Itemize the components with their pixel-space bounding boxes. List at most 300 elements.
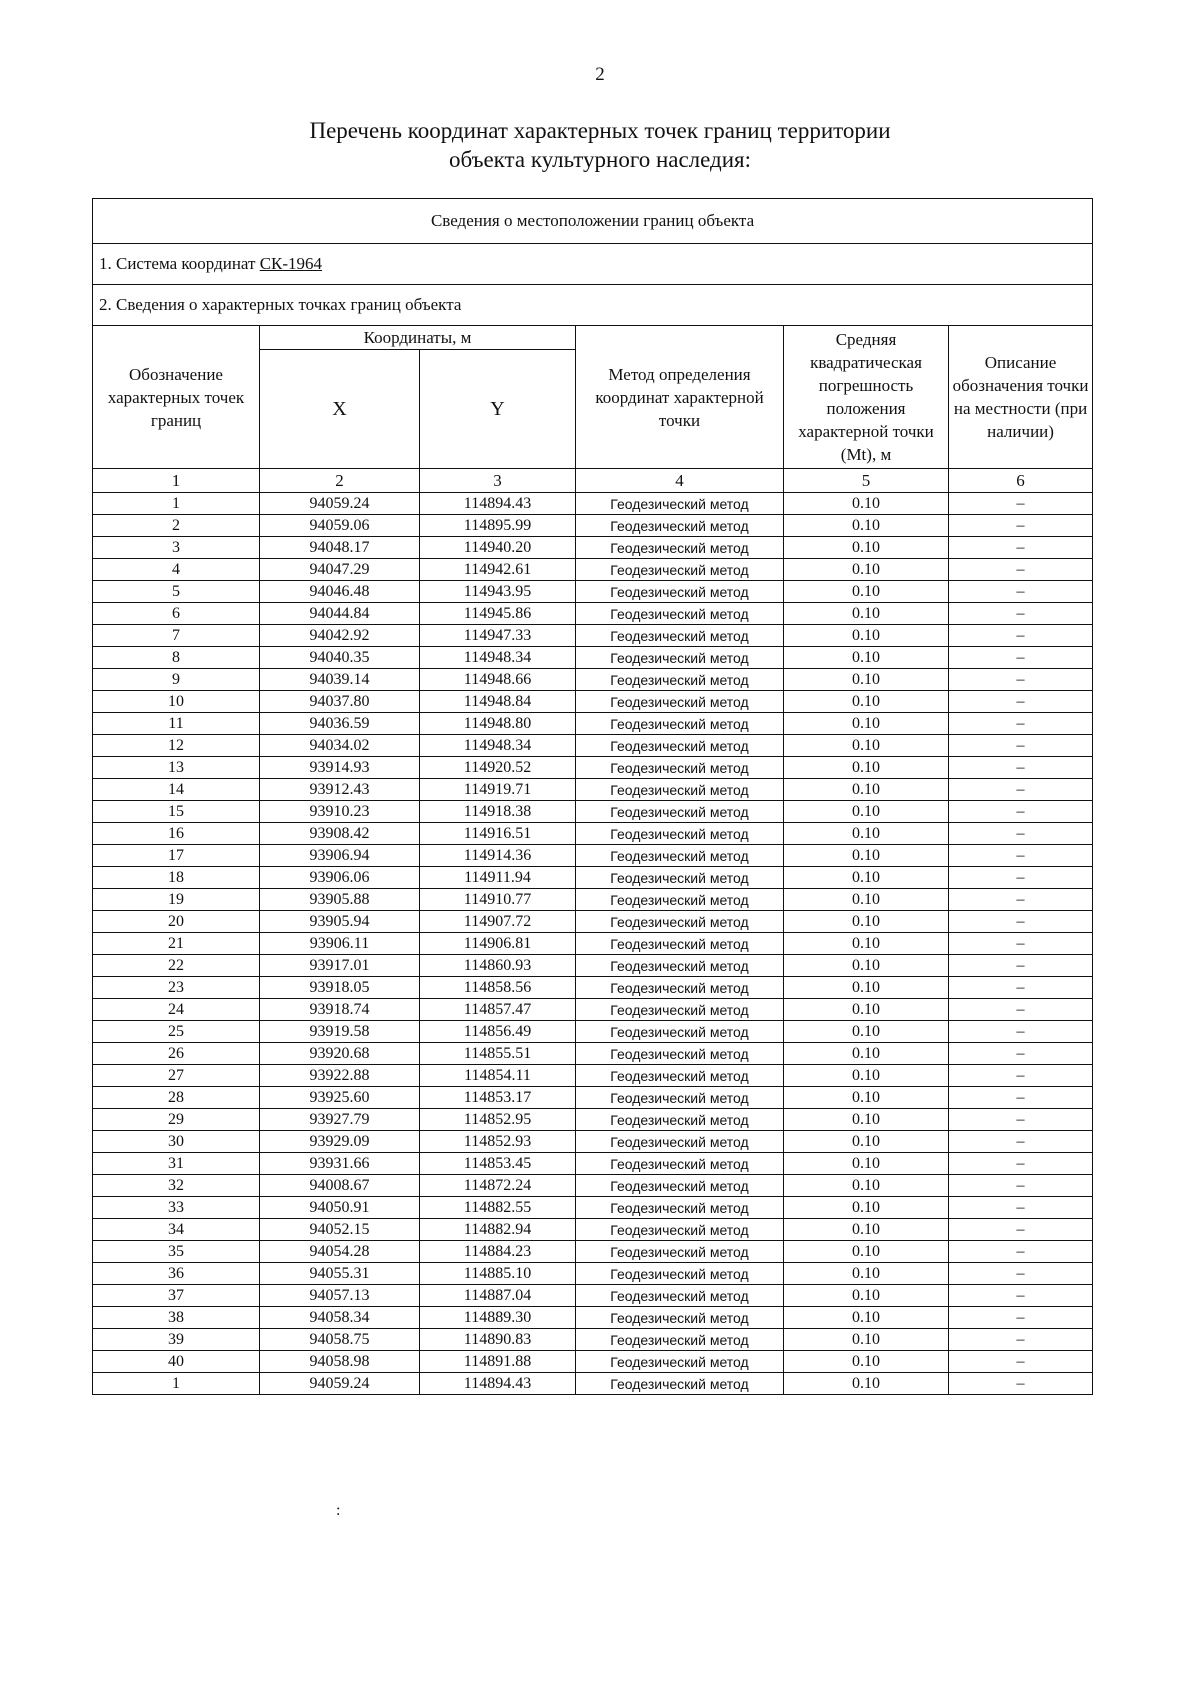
method-cell: Геодезический метод	[576, 515, 784, 537]
error-cell: 0.10	[784, 581, 949, 603]
description-cell: –	[949, 537, 1093, 559]
description-cell: –	[949, 559, 1093, 581]
document-title	[200, 116, 1000, 174]
header-description: Описание обозначения точки на местности (при наличии)	[949, 326, 1093, 469]
y-cell: 114895.99	[420, 515, 576, 537]
method-cell: Геодезический метод	[576, 603, 784, 625]
point-id-cell: 4	[93, 559, 260, 581]
x-cell: 93905.88	[260, 889, 420, 911]
table-row	[93, 735, 1093, 757]
x-cell: 94036.59	[260, 713, 420, 735]
method-cell: Геодезический метод	[576, 1175, 784, 1197]
point-id-cell: 6	[93, 603, 260, 625]
x-cell: 93917.01	[260, 955, 420, 977]
method-cell: Геодезический метод	[576, 1109, 784, 1131]
method-cell: Геодезический метод	[576, 889, 784, 911]
error-cell: 0.10	[784, 1109, 949, 1131]
table-row	[93, 779, 1093, 801]
method-cell: Геодезический метод	[576, 537, 784, 559]
point-id-cell: 26	[93, 1043, 260, 1065]
y-cell: 114940.20	[420, 537, 576, 559]
table-row	[93, 1153, 1093, 1175]
table-row	[93, 911, 1093, 933]
error-cell: 0.10	[784, 1131, 949, 1153]
point-id-cell: 35	[93, 1241, 260, 1263]
point-id-cell: 17	[93, 845, 260, 867]
description-cell: –	[949, 823, 1093, 845]
x-cell: 93910.23	[260, 801, 420, 823]
description-cell: –	[949, 779, 1093, 801]
y-cell: 114918.38	[420, 801, 576, 823]
y-cell: 114885.10	[420, 1263, 576, 1285]
table-row	[93, 669, 1093, 691]
error-cell: 0.10	[784, 867, 949, 889]
error-cell: 0.10	[784, 647, 949, 669]
error-cell: 0.10	[784, 603, 949, 625]
y-cell: 114910.77	[420, 889, 576, 911]
description-cell: –	[949, 625, 1093, 647]
table-row	[93, 493, 1093, 515]
table-row	[93, 581, 1093, 603]
description-cell: –	[949, 1087, 1093, 1109]
error-cell: 0.10	[784, 999, 949, 1021]
error-cell: 0.10	[784, 1329, 949, 1351]
description-cell: –	[949, 1373, 1093, 1395]
column-number: 1	[93, 469, 260, 493]
method-cell: Геодезический метод	[576, 559, 784, 581]
x-cell: 93912.43	[260, 779, 420, 801]
header-coordinates: Координаты, м	[260, 326, 576, 350]
point-id-cell: 22	[93, 955, 260, 977]
description-cell: –	[949, 1021, 1093, 1043]
y-cell: 114948.34	[420, 647, 576, 669]
table-row	[93, 845, 1093, 867]
table-row	[93, 1263, 1093, 1285]
table-row	[93, 1175, 1093, 1197]
error-cell: 0.10	[784, 669, 949, 691]
description-cell: –	[949, 1263, 1093, 1285]
y-cell: 114858.56	[420, 977, 576, 999]
point-id-cell: 13	[93, 757, 260, 779]
point-id-cell: 12	[93, 735, 260, 757]
table-row	[93, 625, 1093, 647]
description-cell: –	[949, 999, 1093, 1021]
y-cell: 114907.72	[420, 911, 576, 933]
error-cell: 0.10	[784, 911, 949, 933]
description-cell: –	[949, 1043, 1093, 1065]
y-cell: 114920.52	[420, 757, 576, 779]
description-cell: –	[949, 603, 1093, 625]
coordinate-system-value: СК-1964	[259, 254, 323, 273]
error-cell: 0.10	[784, 757, 949, 779]
method-cell: Геодезический метод	[576, 801, 784, 823]
table-row	[93, 1285, 1093, 1307]
stray-mark: :	[336, 1502, 341, 1519]
table-row	[93, 515, 1093, 537]
table-row	[93, 1241, 1093, 1263]
column-number: 6	[949, 469, 1093, 493]
error-cell: 0.10	[784, 801, 949, 823]
y-cell: 114948.34	[420, 735, 576, 757]
x-cell: 93927.79	[260, 1109, 420, 1131]
x-cell: 94059.24	[260, 1373, 420, 1395]
x-cell: 94008.67	[260, 1175, 420, 1197]
error-cell: 0.10	[784, 1285, 949, 1307]
description-cell: –	[949, 1307, 1093, 1329]
description-cell: –	[949, 1175, 1093, 1197]
table-row	[93, 801, 1093, 823]
description-cell: –	[949, 845, 1093, 867]
description-cell: –	[949, 515, 1093, 537]
method-cell: Геодезический метод	[576, 1219, 784, 1241]
description-cell: –	[949, 735, 1093, 757]
method-cell: Геодезический метод	[576, 1021, 784, 1043]
table-row	[93, 1197, 1093, 1219]
point-id-cell: 21	[93, 933, 260, 955]
document-title-line-1: Перечень координат характерных точек границ территории	[309, 118, 891, 143]
error-cell: 0.10	[784, 515, 949, 537]
method-cell: Геодезический метод	[576, 1285, 784, 1307]
coordinate-system-label: 1. Система координат	[99, 254, 256, 273]
point-id-cell: 32	[93, 1175, 260, 1197]
y-cell: 114887.04	[420, 1285, 576, 1307]
method-cell: Геодезический метод	[576, 999, 784, 1021]
x-cell: 94057.13	[260, 1285, 420, 1307]
error-cell: 0.10	[784, 955, 949, 977]
x-cell: 94046.48	[260, 581, 420, 603]
y-cell: 114854.11	[420, 1065, 576, 1087]
x-cell: 94058.98	[260, 1351, 420, 1373]
table-row	[93, 1065, 1093, 1087]
y-cell: 114891.88	[420, 1351, 576, 1373]
y-cell: 114948.84	[420, 691, 576, 713]
point-id-cell: 2	[93, 515, 260, 537]
error-cell: 0.10	[784, 735, 949, 757]
table-row	[93, 1043, 1093, 1065]
table-row	[93, 1373, 1093, 1395]
y-cell: 114942.61	[420, 559, 576, 581]
error-cell: 0.10	[784, 845, 949, 867]
error-cell: 0.10	[784, 1307, 949, 1329]
y-cell: 114911.94	[420, 867, 576, 889]
table-row	[93, 713, 1093, 735]
method-cell: Геодезический метод	[576, 911, 784, 933]
point-id-cell: 1	[93, 493, 260, 515]
method-cell: Геодезический метод	[576, 1153, 784, 1175]
table-row	[93, 977, 1093, 999]
method-cell: Геодезический метод	[576, 647, 784, 669]
point-id-cell: 39	[93, 1329, 260, 1351]
point-id-cell: 7	[93, 625, 260, 647]
header-x: X	[260, 350, 420, 469]
method-cell: Геодезический метод	[576, 1373, 784, 1395]
method-cell: Геодезический метод	[576, 1241, 784, 1263]
x-cell: 94044.84	[260, 603, 420, 625]
method-cell: Геодезический метод	[576, 493, 784, 515]
error-cell: 0.10	[784, 1263, 949, 1285]
point-id-cell: 37	[93, 1285, 260, 1307]
method-cell: Геодезический метод	[576, 1307, 784, 1329]
method-cell: Геодезический метод	[576, 1043, 784, 1065]
header-y: Y	[420, 350, 576, 469]
point-id-cell: 33	[93, 1197, 260, 1219]
points-section-title: 2. Сведения о характерных точках границ объекта	[93, 285, 1093, 326]
description-cell: –	[949, 801, 1093, 823]
error-cell: 0.10	[784, 1219, 949, 1241]
x-cell: 93905.94	[260, 911, 420, 933]
y-cell: 114857.47	[420, 999, 576, 1021]
description-cell: –	[949, 911, 1093, 933]
method-cell: Геодезический метод	[576, 757, 784, 779]
description-cell: –	[949, 1131, 1093, 1153]
x-cell: 93929.09	[260, 1131, 420, 1153]
description-cell: –	[949, 691, 1093, 713]
x-cell: 93918.74	[260, 999, 420, 1021]
description-cell: –	[949, 933, 1093, 955]
table-row	[93, 1109, 1093, 1131]
description-cell: –	[949, 669, 1093, 691]
error-cell: 0.10	[784, 691, 949, 713]
boundary-coordinates-table	[92, 198, 1093, 1395]
error-cell: 0.10	[784, 977, 949, 999]
y-cell: 114882.94	[420, 1219, 576, 1241]
x-cell: 93920.68	[260, 1043, 420, 1065]
x-cell: 93931.66	[260, 1153, 420, 1175]
point-id-cell: 18	[93, 867, 260, 889]
point-id-cell: 28	[93, 1087, 260, 1109]
y-cell: 114890.83	[420, 1329, 576, 1351]
x-cell: 94055.31	[260, 1263, 420, 1285]
point-id-cell: 34	[93, 1219, 260, 1241]
x-cell: 94059.24	[260, 493, 420, 515]
description-cell: –	[949, 1285, 1093, 1307]
column-number: 5	[784, 469, 949, 493]
table-row	[93, 647, 1093, 669]
point-id-cell: 8	[93, 647, 260, 669]
method-cell: Геодезический метод	[576, 1329, 784, 1351]
table-row	[93, 889, 1093, 911]
y-cell: 114852.95	[420, 1109, 576, 1131]
x-cell: 93918.05	[260, 977, 420, 999]
y-cell: 114884.23	[420, 1241, 576, 1263]
error-cell: 0.10	[784, 1175, 949, 1197]
x-cell: 94037.80	[260, 691, 420, 713]
error-cell: 0.10	[784, 1043, 949, 1065]
description-cell: –	[949, 581, 1093, 603]
point-id-cell: 1	[93, 1373, 260, 1395]
error-cell: 0.10	[784, 1351, 949, 1373]
x-cell: 94042.92	[260, 625, 420, 647]
column-number: 4	[576, 469, 784, 493]
point-id-cell: 40	[93, 1351, 260, 1373]
y-cell: 114916.51	[420, 823, 576, 845]
table-row	[93, 1131, 1093, 1153]
y-cell: 114853.17	[420, 1087, 576, 1109]
error-cell: 0.10	[784, 823, 949, 845]
point-id-cell: 3	[93, 537, 260, 559]
method-cell: Геодезический метод	[576, 669, 784, 691]
x-cell: 94034.02	[260, 735, 420, 757]
y-cell: 114882.55	[420, 1197, 576, 1219]
table-row	[93, 1307, 1093, 1329]
point-id-cell: 29	[93, 1109, 260, 1131]
document-title-line-2: объекта культурного наследия:	[448, 147, 752, 172]
x-cell: 93906.94	[260, 845, 420, 867]
y-cell: 114947.33	[420, 625, 576, 647]
error-cell: 0.10	[784, 889, 949, 911]
description-cell: –	[949, 1065, 1093, 1087]
method-cell: Геодезический метод	[576, 1065, 784, 1087]
x-cell: 94040.35	[260, 647, 420, 669]
error-cell: 0.10	[784, 1065, 949, 1087]
table-row	[93, 1087, 1093, 1109]
point-id-cell: 16	[93, 823, 260, 845]
header-method: Метод определения координат характерной точки	[576, 326, 784, 469]
y-cell: 114852.93	[420, 1131, 576, 1153]
method-cell: Геодезический метод	[576, 1263, 784, 1285]
description-cell: –	[949, 1351, 1093, 1373]
x-cell: 93908.42	[260, 823, 420, 845]
table-row	[93, 757, 1093, 779]
method-cell: Геодезический метод	[576, 691, 784, 713]
y-cell: 114906.81	[420, 933, 576, 955]
y-cell: 114945.86	[420, 603, 576, 625]
table-body	[93, 493, 1093, 1395]
point-id-cell: 19	[93, 889, 260, 911]
error-cell: 0.10	[784, 1373, 949, 1395]
coordinate-system-row	[93, 244, 1093, 285]
method-cell: Геодезический метод	[576, 977, 784, 999]
x-cell: 93906.06	[260, 867, 420, 889]
y-cell: 114948.80	[420, 713, 576, 735]
description-cell: –	[949, 493, 1093, 515]
x-cell: 93925.60	[260, 1087, 420, 1109]
method-cell: Геодезический метод	[576, 581, 784, 603]
description-cell: –	[949, 867, 1093, 889]
table-row	[93, 999, 1093, 1021]
x-cell: 93906.11	[260, 933, 420, 955]
description-cell: –	[949, 955, 1093, 977]
x-cell: 94059.06	[260, 515, 420, 537]
description-cell: –	[949, 1109, 1093, 1131]
point-id-cell: 5	[93, 581, 260, 603]
error-cell: 0.10	[784, 493, 949, 515]
y-cell: 114872.24	[420, 1175, 576, 1197]
point-id-cell: 20	[93, 911, 260, 933]
point-id-cell: 23	[93, 977, 260, 999]
point-id-cell: 11	[93, 713, 260, 735]
point-id-cell: 31	[93, 1153, 260, 1175]
description-cell: –	[949, 647, 1093, 669]
table-row	[93, 933, 1093, 955]
point-id-cell: 24	[93, 999, 260, 1021]
error-cell: 0.10	[784, 537, 949, 559]
y-cell: 114948.66	[420, 669, 576, 691]
error-cell: 0.10	[784, 625, 949, 647]
method-cell: Геодезический метод	[576, 1087, 784, 1109]
table-row	[93, 1329, 1093, 1351]
point-id-cell: 10	[93, 691, 260, 713]
description-cell: –	[949, 889, 1093, 911]
x-cell: 94039.14	[260, 669, 420, 691]
method-cell: Геодезический метод	[576, 713, 784, 735]
description-cell: –	[949, 1197, 1093, 1219]
x-cell: 93919.58	[260, 1021, 420, 1043]
table-row	[93, 867, 1093, 889]
x-cell: 94054.28	[260, 1241, 420, 1263]
section-title: Сведения о местоположении границ объекта	[93, 199, 1093, 244]
description-cell: –	[949, 713, 1093, 735]
y-cell: 114860.93	[420, 955, 576, 977]
method-cell: Геодезический метод	[576, 779, 784, 801]
table-row	[93, 955, 1093, 977]
column-number: 2	[260, 469, 420, 493]
method-cell: Геодезический метод	[576, 1197, 784, 1219]
y-cell: 114914.36	[420, 845, 576, 867]
y-cell: 114889.30	[420, 1307, 576, 1329]
table-row	[93, 691, 1093, 713]
method-cell: Геодезический метод	[576, 955, 784, 977]
table-row	[93, 559, 1093, 581]
description-cell: –	[949, 1153, 1093, 1175]
error-cell: 0.10	[784, 713, 949, 735]
x-cell: 94058.75	[260, 1329, 420, 1351]
y-cell: 114856.49	[420, 1021, 576, 1043]
y-cell: 114894.43	[420, 1373, 576, 1395]
description-cell: –	[949, 1241, 1093, 1263]
error-cell: 0.10	[784, 1197, 949, 1219]
point-id-cell: 9	[93, 669, 260, 691]
point-id-cell: 14	[93, 779, 260, 801]
error-cell: 0.10	[784, 1153, 949, 1175]
table-row	[93, 1351, 1093, 1373]
method-cell: Геодезический метод	[576, 823, 784, 845]
method-cell: Геодезический метод	[576, 1351, 784, 1373]
method-cell: Геодезический метод	[576, 933, 784, 955]
description-cell: –	[949, 977, 1093, 999]
point-id-cell: 36	[93, 1263, 260, 1285]
error-cell: 0.10	[784, 1021, 949, 1043]
description-cell: –	[949, 1329, 1093, 1351]
point-id-cell: 27	[93, 1065, 260, 1087]
x-cell: 94047.29	[260, 559, 420, 581]
table-row	[93, 1021, 1093, 1043]
y-cell: 114855.51	[420, 1043, 576, 1065]
error-cell: 0.10	[784, 559, 949, 581]
point-id-cell: 15	[93, 801, 260, 823]
y-cell: 114853.45	[420, 1153, 576, 1175]
description-cell: –	[949, 1219, 1093, 1241]
method-cell: Геодезический метод	[576, 735, 784, 757]
point-id-cell: 38	[93, 1307, 260, 1329]
y-cell: 114943.95	[420, 581, 576, 603]
table-row	[93, 603, 1093, 625]
header-designation: Обозначение характерных точек границ	[93, 326, 260, 469]
method-cell: Геодезический метод	[576, 625, 784, 647]
description-cell: –	[949, 757, 1093, 779]
header-error: Средняя квадратическая погрешность положения характерной точки (Mt), м	[784, 326, 949, 469]
error-cell: 0.10	[784, 1241, 949, 1263]
x-cell: 94050.91	[260, 1197, 420, 1219]
page-number: 2	[595, 64, 605, 85]
x-cell: 93922.88	[260, 1065, 420, 1087]
x-cell: 94052.15	[260, 1219, 420, 1241]
table-row	[93, 537, 1093, 559]
error-cell: 0.10	[784, 933, 949, 955]
x-cell: 93914.93	[260, 757, 420, 779]
error-cell: 0.10	[784, 1087, 949, 1109]
method-cell: Геодезический метод	[576, 845, 784, 867]
